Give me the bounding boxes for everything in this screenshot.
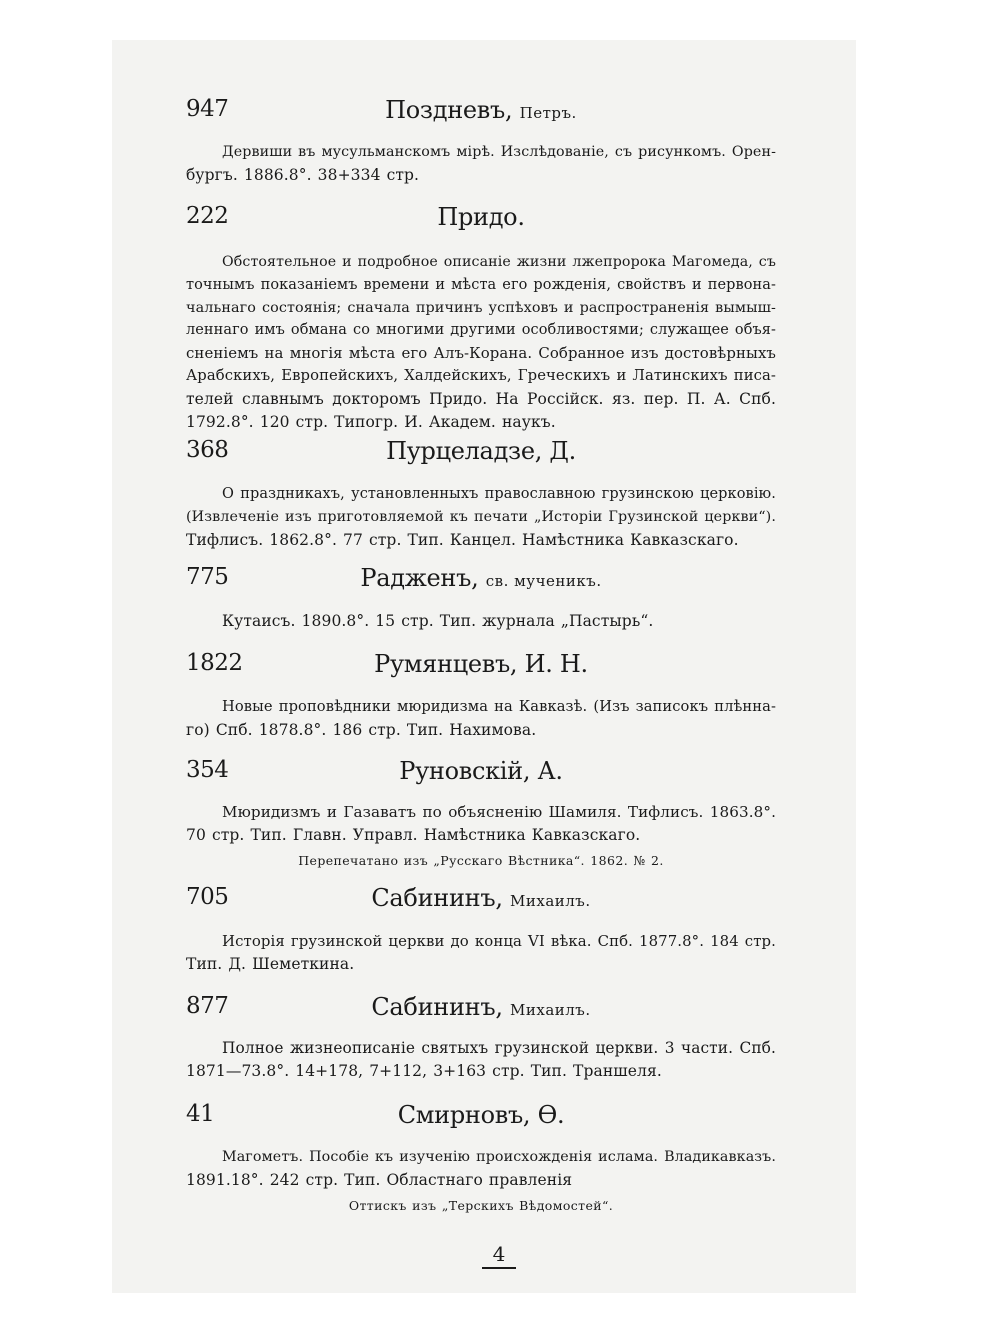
text-line: Исторiя грузинской церкви до конца VI вѣка. Спб. 1877.8°. 184 стр. <box>222 932 776 950</box>
entry-number: 877 <box>186 993 229 1019</box>
text-line: бургъ. 1886.8°. 38+334 стр. <box>186 165 420 184</box>
entry-number: 41 <box>186 1101 215 1127</box>
entry-given-name: св. мученикъ. <box>485 572 602 590</box>
entry-author: Румянцевъ, И. Н. <box>374 650 588 678</box>
entry-author: Придо. <box>437 203 525 231</box>
entry-author-line <box>186 96 776 124</box>
text-line: Кутаисъ. 1890.8°. 15 стр. Тип. журнала „Пастырь“. <box>222 612 654 630</box>
catalog-entry <box>186 96 776 187</box>
text-line: Мюридизмъ и Газаватъ по объясненiю Шамиля. Тифлисъ. 1863.8°. <box>222 803 776 821</box>
entry-heading <box>186 1101 776 1135</box>
catalog-entry <box>186 564 776 633</box>
entry-author: Смирновъ, Ѳ. <box>397 1101 565 1129</box>
text-line: (Извлеченiе изъ приготовляемой къ печати „Исторiи Грузинской церкви“). <box>186 508 776 525</box>
text-line: О праздникахъ, установленныхъ православною грузинскою церковiю. <box>222 486 776 502</box>
catalog-entry <box>186 993 776 1083</box>
text-line: Магометъ. Пособiе къ изученiю происхожденiя ислама. Владикавказъ. <box>222 1149 776 1165</box>
entry-author-line <box>186 884 776 912</box>
entry-note: Оттискъ изъ „Терскихъ Вѣдомостей“. <box>348 1197 614 1213</box>
entry-heading <box>186 564 776 598</box>
text-line: 1792.8°. 120 стр. Типогр. И. Академ. наукъ. <box>186 412 556 431</box>
catalog-entry <box>186 1101 776 1217</box>
entry-given-name: Михаилъ. <box>510 892 591 910</box>
text-line: телей славнымъ докторомъ Придо. На Россiйск. яз. пер. П. А. Спб. <box>186 389 776 408</box>
text-line: Арабскихъ, Европейскихъ, Халдейскихъ, Греческихъ и Латинскихъ писа- <box>186 366 776 384</box>
entry-author: Сабининъ, <box>371 884 503 912</box>
entry-number: 1822 <box>186 650 243 676</box>
entry-author-line <box>186 757 776 785</box>
entry-description <box>186 483 776 551</box>
entry-number: 354 <box>186 757 229 783</box>
entry-author-line <box>186 993 776 1021</box>
text-line: Дервиши въ мусульманскомъ мiрѣ. Изслѣдованiе, съ рисункомъ. Орен- <box>222 144 776 160</box>
catalog-entry <box>186 650 776 742</box>
catalog-entry <box>186 884 776 976</box>
entry-description <box>186 696 776 742</box>
entry-description <box>186 251 776 433</box>
text-line: 70 стр. Тип. Главн. Управл. Намѣстника Кавказскаго. <box>186 825 641 844</box>
entry-heading <box>186 203 776 237</box>
entry-description <box>186 1037 776 1083</box>
entry-author-line <box>186 437 776 465</box>
entry-number: 222 <box>186 203 229 229</box>
entry-heading <box>186 993 776 1027</box>
text-line: сненiемъ на многiя мѣста его Алъ-Корана. Собранное изъ достовѣрныхъ <box>186 344 776 363</box>
entry-author-line <box>186 1101 776 1129</box>
text-line: 1891.18°. 242 стр. Тип. Областнаго правленiя <box>186 1170 573 1189</box>
entry-author: Пурцеладзе, Д. <box>386 437 576 465</box>
entry-author-line <box>186 564 776 592</box>
text-line: Обстоятельное и подробное описанiе жизни лжепророка Магомеда, съ <box>222 254 776 270</box>
entry-author: Радженъ, <box>360 564 479 592</box>
text-line: Полное жизнеописанiе святыхъ грузинской церкви. 3 части. Спб. <box>222 1039 776 1057</box>
entry-given-name: Михаилъ. <box>510 1001 591 1019</box>
text-line: чальнаго состоянiя; сначала причинъ успѣховъ и распространенiя вымыш- <box>186 299 776 316</box>
text-line: Тип. Д. Шеметкина. <box>186 954 355 973</box>
catalog-entry <box>186 437 776 551</box>
text-line: го) Спб. 1878.8°. 186 стр. Тип. Нахимова. <box>186 720 537 739</box>
entry-description <box>186 610 776 633</box>
entry-author: Поздневъ, <box>385 96 513 124</box>
entry-heading <box>186 884 776 918</box>
text-line: Тифлисъ. 1862.8°. 77 стр. Тип. Канцел. Намѣстника Кавказскаго. <box>186 530 739 549</box>
entry-number: 705 <box>186 884 229 910</box>
entry-heading <box>186 650 776 684</box>
entry-given-name: Петръ. <box>519 104 577 122</box>
entry-description <box>186 1146 776 1217</box>
page-number: 4 <box>482 1242 516 1269</box>
catalog-entry <box>186 203 776 433</box>
entry-heading <box>186 757 776 791</box>
catalog-entry <box>186 757 776 872</box>
entry-description <box>186 141 776 187</box>
entry-author: Руновскiй, А. <box>399 757 563 785</box>
text-line: леннаго имъ обмана со многими другими особливостями; служащее объя- <box>186 322 776 339</box>
text-line: Новые проповѣдники мюридизма на Кавказѣ. (Изъ записокъ плѣнна- <box>222 698 776 715</box>
entry-author-line <box>186 650 776 678</box>
entry-number: 775 <box>186 564 229 590</box>
entry-number: 368 <box>186 437 229 463</box>
entry-description <box>186 801 776 872</box>
entry-number: 947 <box>186 96 229 122</box>
text-line: 1871—73.8°. 14+178, 7+112, 3+163 стр. Тип. Траншеля. <box>186 1061 662 1080</box>
entry-note: Перепечатано изъ „Русскаго Вѣстника“. 1862. № 2. <box>298 852 664 868</box>
text-line: точнымъ показанiемъ времени и мѣста его рожденiя, свойствъ и первона- <box>186 276 776 293</box>
entry-description <box>186 930 776 976</box>
entry-author: Сабининъ, <box>371 993 503 1021</box>
entry-heading <box>186 437 776 471</box>
entry-author-line <box>186 203 776 231</box>
entry-heading <box>186 96 776 130</box>
